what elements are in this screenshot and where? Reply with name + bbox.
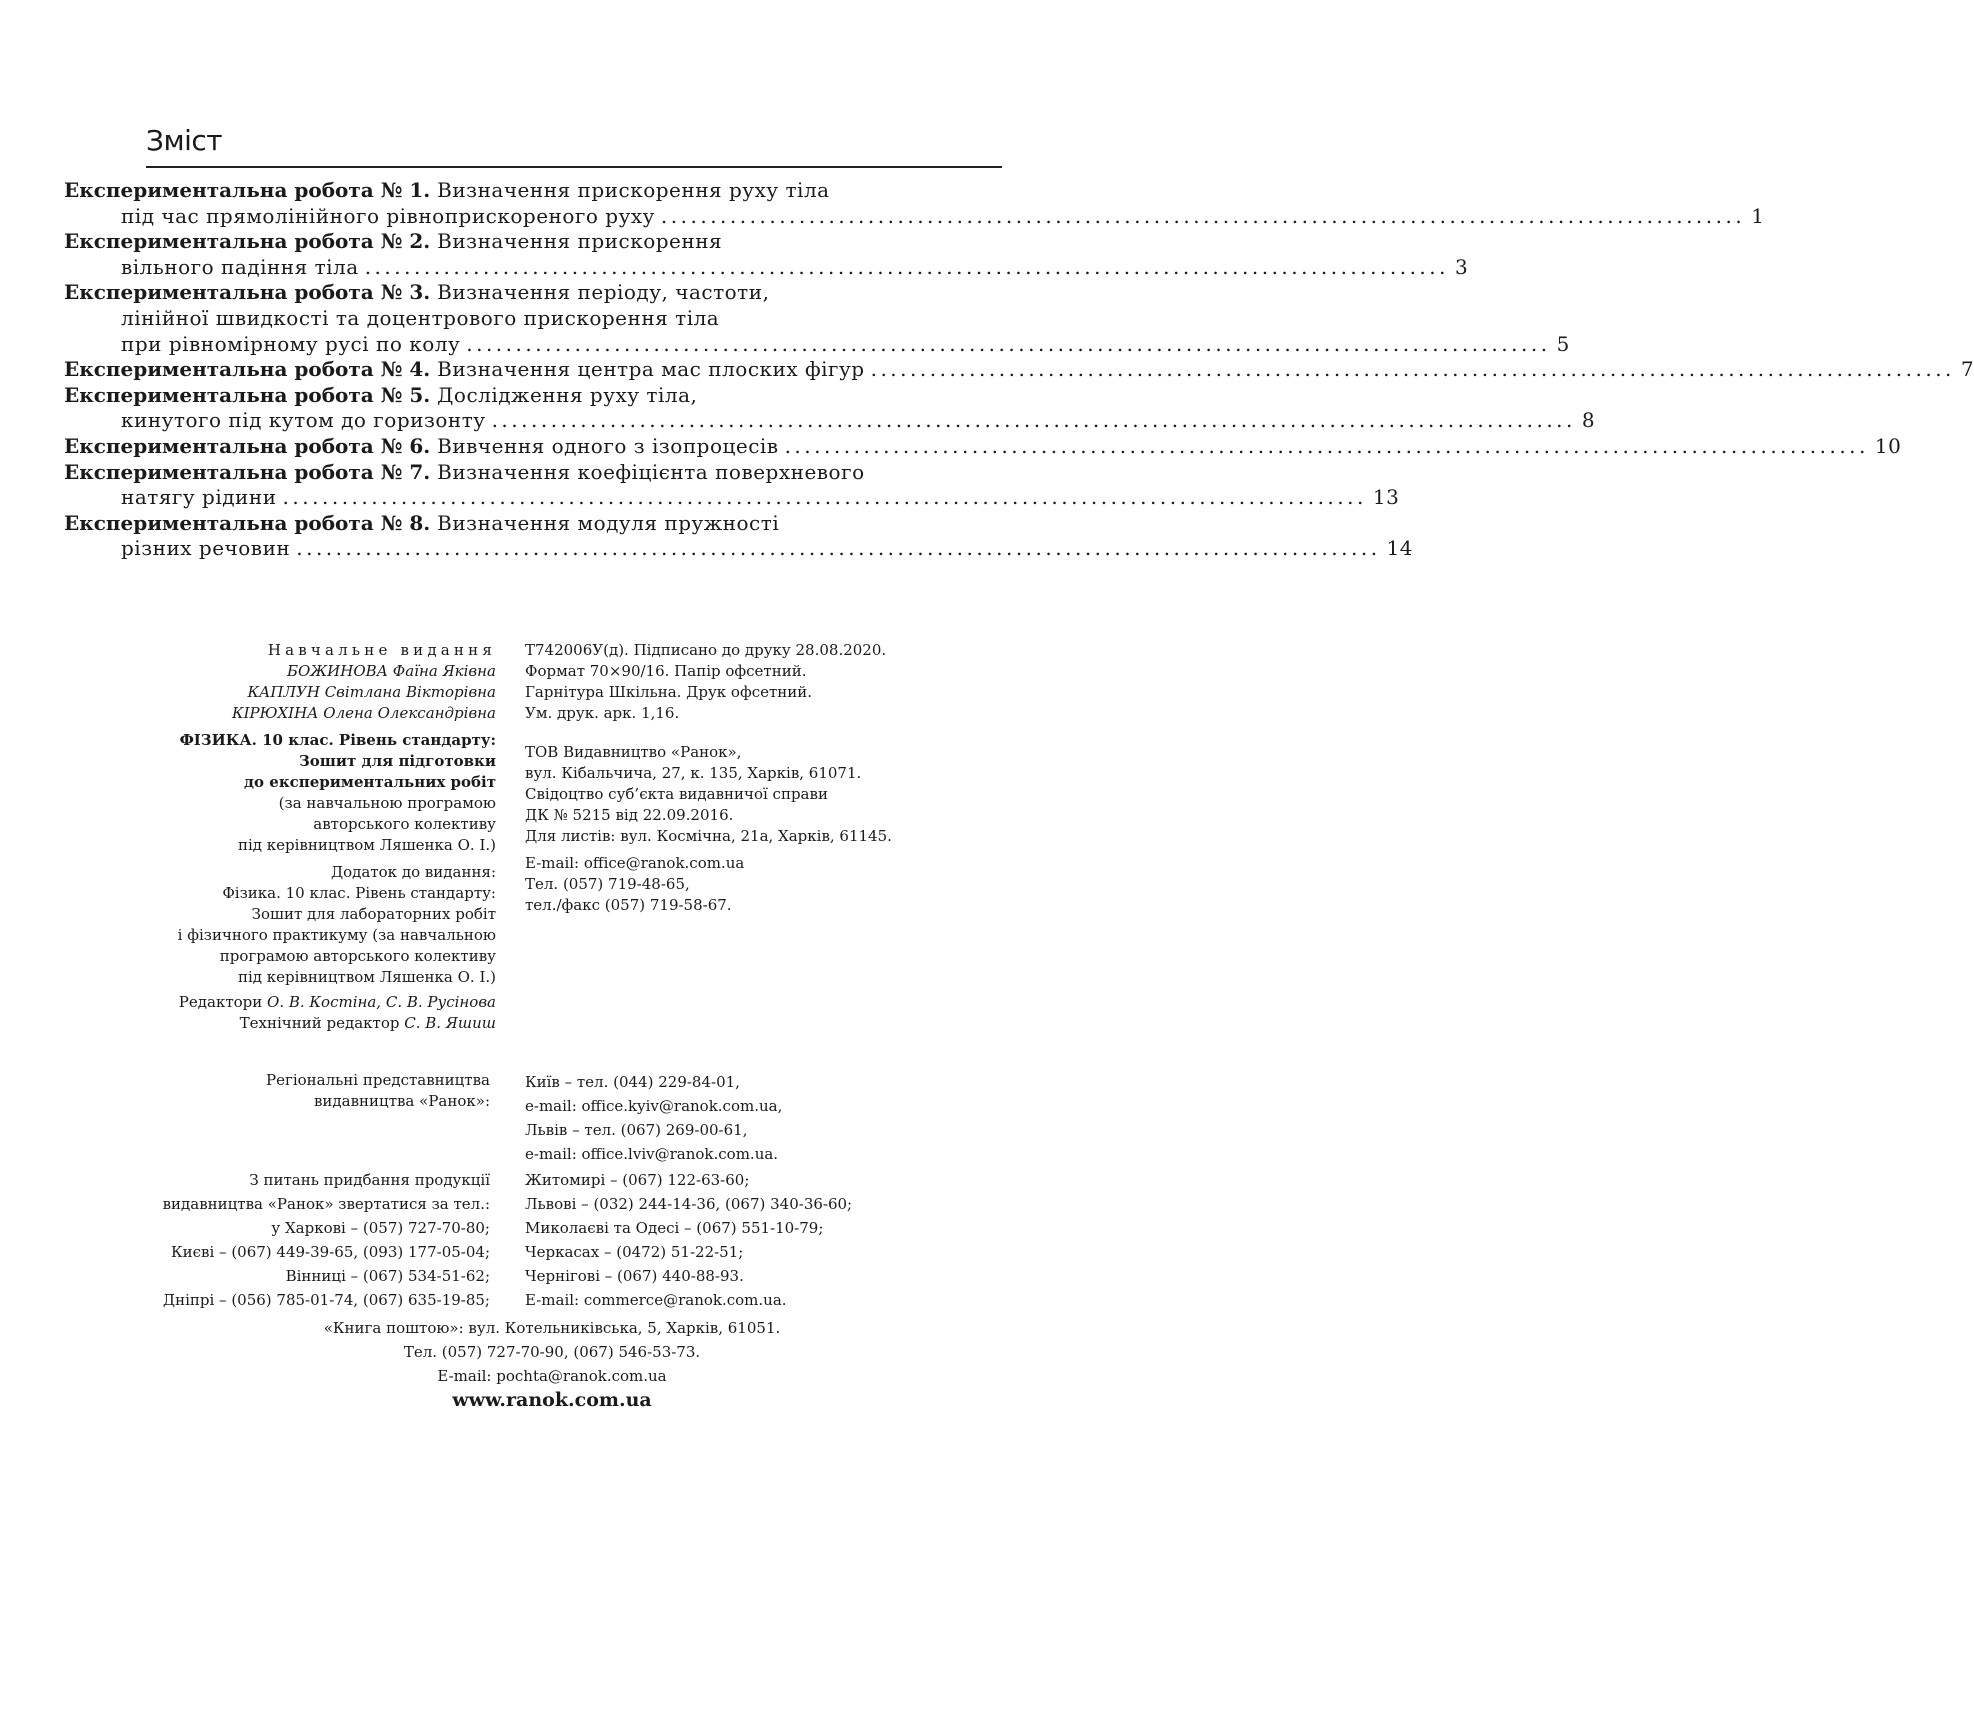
purchase-line: Чернігові – (067) 440-88-93. xyxy=(525,1267,744,1285)
page-title: Зміст xyxy=(146,124,223,157)
toc-entry-text: Визначення центра мас плоских фігур xyxy=(437,357,865,382)
table-of-contents xyxy=(64,178,1974,562)
toc-leader-dots: .............................................................................................................. xyxy=(282,485,1367,510)
toc-page-number: 13 xyxy=(1372,485,1400,510)
contact-phone: Тел. (057) 719-48-65, xyxy=(525,875,690,893)
toc-entry-text: вільного падіння тіла xyxy=(121,254,359,279)
purchase-line: Житомирі – (067) 122-63-60; xyxy=(525,1171,750,1189)
tech-editor-line xyxy=(100,1013,496,1034)
purchase-line: Києві – (067) 449-39-65, (093) 177-05-04; xyxy=(171,1243,490,1261)
toc-entry-text: кинутого під кутом до горизонту xyxy=(121,408,486,433)
publisher-line: ДК № 5215 від 22.09.2016. xyxy=(525,806,734,824)
toc-leader-dots: .............................................................................................................. xyxy=(870,357,1955,382)
toc-entry-text: при рівномірному русі по колу xyxy=(121,331,461,356)
toc-leader-dots: .............................................................................................................. xyxy=(660,203,1746,228)
toc-entry-6[interactable] xyxy=(64,433,1902,460)
supplement-line: Зошит для лабораторних робіт xyxy=(251,905,496,923)
regional-contact-line: Львів – тел. (067) 269-00-61, xyxy=(525,1121,748,1139)
book-title-line: Зошит для підготовки xyxy=(298,752,496,770)
regional-contact-line: Київ – тел. (044) 229-84-01, xyxy=(525,1073,740,1091)
toc-entry-text: лінійної швидкості та доцентрового прискорення тіла xyxy=(121,305,720,330)
toc-entry-5-last[interactable] xyxy=(64,408,1596,434)
toc-entry-text: Визначення прискорення xyxy=(437,229,723,254)
toc-entry-text: Визначення модуля пружності xyxy=(437,510,780,535)
tech-editor-label: Технічний редактор xyxy=(239,1014,400,1032)
regional-label-line: Регіональні представництва xyxy=(266,1071,490,1089)
print-line: Ум. друк. арк. 1,16. xyxy=(525,704,680,722)
toc-page-number: 8 xyxy=(1581,408,1596,433)
toc-entry-4[interactable] xyxy=(64,357,1974,383)
program-line: авторського колективу xyxy=(313,815,496,833)
publisher-line: Для листів: вул. Космічна, 21а, Харків, 61145. xyxy=(525,827,892,845)
author-name: КІРЮХІНА Олена Олександрівна xyxy=(231,704,496,722)
regional-contacts xyxy=(525,1070,1005,1166)
footer xyxy=(0,1316,1104,1412)
purchase-line: у Харкові – (057) 727-70-80; xyxy=(271,1219,490,1237)
toc-page-number: 10 xyxy=(1874,433,1902,458)
regional-label xyxy=(200,1070,490,1112)
editors-label: Редактори xyxy=(178,993,263,1011)
toc-entry-8[interactable] xyxy=(64,511,1002,537)
purchase-line: Львові – (032) 244-14-36, (067) 340-36-60; xyxy=(525,1195,853,1213)
mail-order-phone: Тел. (057) 727-70-90, (067) 546-53-73. xyxy=(403,1343,701,1361)
toc-page-number: 7 xyxy=(1960,357,1974,382)
program-line: (за навчальною програмою xyxy=(278,794,496,812)
toc-entry-1[interactable] xyxy=(64,178,1002,204)
toc-page-number: 14 xyxy=(1386,536,1414,561)
website-link[interactable]: www.ranok.com.ua xyxy=(452,1389,652,1411)
toc-entry-7[interactable] xyxy=(64,460,1002,486)
toc-entry-text: Визначення коефіцієнта поверхневого xyxy=(437,459,865,484)
toc-entry-label: Експериментальна робота № 8. xyxy=(64,510,431,535)
supplement-line: і фізичного практикуму (за навчальною xyxy=(177,926,496,944)
print-line: Формат 70×90/16. Папір офсетний. xyxy=(525,662,807,680)
supplement-line: під керівництвом Ляшенка О. І.) xyxy=(237,968,496,986)
toc-entry-8-last[interactable] xyxy=(64,536,1414,562)
purchase-line: Вінниці – (067) 534-51-62; xyxy=(285,1267,490,1285)
toc-entry-5[interactable] xyxy=(64,383,1002,409)
toc-entry-label: Експериментальна робота № 7. xyxy=(64,459,431,484)
author-name: БОЖИНОВА Фаїна Яківна xyxy=(287,662,496,680)
purchase-line: Черкасах – (0472) 51-22-51; xyxy=(525,1243,744,1261)
regional-contact-line[interactable]: e-mail: office.kyiv@ranok.com.ua, xyxy=(525,1097,783,1115)
purchase-line: З питань придбання продукції xyxy=(249,1171,490,1189)
toc-page-number: 3 xyxy=(1455,254,1469,279)
toc-entry-text: Визначення прискорення руху тіла xyxy=(437,178,830,202)
purchase-left xyxy=(100,1168,490,1312)
toc-entry-3[interactable] xyxy=(64,280,1002,306)
mail-order-email[interactable]: E-mail: pochta@ranok.com.ua xyxy=(437,1367,667,1385)
supplement-line: Фізика. 10 клас. Рівень стандарту: xyxy=(222,884,496,902)
imprint-right xyxy=(525,640,1005,916)
toc-entry-2[interactable] xyxy=(64,229,1002,255)
program-line: під керівництвом Ляшенка О. І.) xyxy=(237,836,496,854)
toc-entry-label: Експериментальна робота № 5. xyxy=(64,382,431,407)
author-name: КАПЛУН Світлана Вікторівна xyxy=(247,683,496,701)
publisher-line: вул. Кібальчича, 27, к. 135, Харків, 61071. xyxy=(525,764,862,782)
toc-entry-label: Експериментальна робота № 3. xyxy=(64,280,431,305)
book-title-line: до експериментальних робіт xyxy=(244,773,496,791)
print-line: Гарнітура Шкільна. Друк офсетний. xyxy=(525,683,813,701)
toc-entry-text: натягу рідини xyxy=(121,485,277,510)
toc-entry-text: різних речовин xyxy=(121,536,291,561)
title-rule xyxy=(146,166,1002,168)
purchase-line: Дніпрі – (056) 785-01-74, (067) 635-19-85; xyxy=(162,1291,490,1309)
toc-entry-label: Експериментальна робота № 1. xyxy=(64,178,431,202)
contact-email[interactable]: E-mail: office@ranok.com.ua xyxy=(525,854,745,872)
toc-entry-text: під час прямолінійного рівноприскореного руху xyxy=(121,203,655,228)
tech-editor-name: С. В. Яшиш xyxy=(404,1014,496,1032)
toc-entry-text: Вивчення одного з ізопроцесів xyxy=(437,433,779,458)
toc-leader-dots: .............................................................................................................. xyxy=(364,254,1450,279)
toc-entry-3-cont[interactable] xyxy=(64,306,1002,332)
print-line: Т742006У(д). Підписано до друку 28.08.2020. xyxy=(525,641,887,659)
toc-entry-label: Експериментальна робота № 4. xyxy=(64,357,431,382)
purchase-line: Миколаєві та Одесі – (067) 551-10-79; xyxy=(525,1219,824,1237)
toc-entry-1-last[interactable] xyxy=(64,203,1765,230)
toc-leader-dots: .............................................................................................................. xyxy=(296,536,1381,561)
regional-contact-line[interactable]: e-mail: office.lviv@ranok.com.ua. xyxy=(525,1145,779,1163)
editors-line xyxy=(100,992,496,1013)
edition-type: Навчальне видання xyxy=(267,641,496,659)
purchase-line[interactable]: E-mail: commerce@ranok.com.ua. xyxy=(525,1291,787,1309)
regional-label-line: видавництва «Ранок»: xyxy=(313,1092,490,1110)
toc-leader-dots: .............................................................................................................. xyxy=(784,433,1869,458)
toc-entry-label: Експериментальна робота № 2. xyxy=(64,229,431,254)
imprint-left xyxy=(100,640,496,1034)
editors-names: О. В. Костіна, С. В. Русінова xyxy=(267,993,496,1011)
supplement-line: програмою авторського колективу xyxy=(219,947,496,965)
book-title-line: ФІЗИКА. 10 клас. Рівень стандарту: xyxy=(179,731,496,749)
purchase-line: видавництва «Ранок» звертатися за тел.: xyxy=(162,1195,490,1213)
purchase-right xyxy=(525,1168,1005,1312)
toc-page-number: 5 xyxy=(1556,331,1570,356)
contact-fax: тел./факс (057) 719-58-67. xyxy=(525,896,732,914)
toc-leader-dots: .............................................................................................................. xyxy=(466,331,1551,356)
toc-entry-7-last[interactable] xyxy=(64,485,1400,511)
toc-entry-text: Визначення періоду, частоти, xyxy=(437,280,770,305)
publisher-line: Свідоцтво суб’єкта видавничої справи xyxy=(525,785,828,803)
publisher-line: ТОВ Видавництво «Ранок», xyxy=(525,743,742,761)
toc-leader-dots: .............................................................................................................. xyxy=(491,408,1576,433)
toc-entry-3-last[interactable] xyxy=(64,331,1570,358)
toc-entry-2-last[interactable] xyxy=(64,254,1469,281)
toc-page-number: 1 xyxy=(1751,203,1765,228)
toc-entry-text: Дослідження руху тіла, xyxy=(437,382,698,407)
mail-order-line: «Книга поштою»: вул. Котельниківська, 5, Харків, 61051. xyxy=(323,1319,781,1337)
toc-entry-label: Експериментальна робота № 6. xyxy=(64,433,431,458)
supplement-line: Додаток до видання: xyxy=(330,863,496,881)
